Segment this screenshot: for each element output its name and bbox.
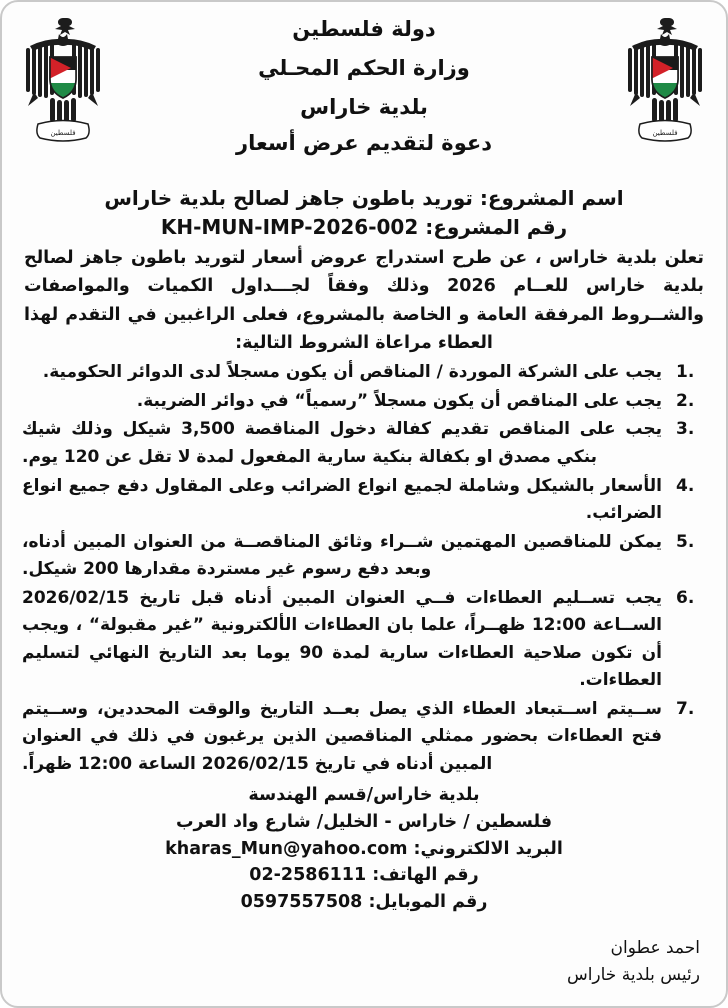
condition-text: الأسعار بالشيكل وشاملة لجميع انواع الضرائب وعلى المقاول دفع جميع انواع الضرائب. <box>22 475 662 524</box>
emblem-left <box>20 12 106 162</box>
conditions-list <box>22 359 706 778</box>
contact-email-label: البريد الالكتروني: <box>413 838 563 859</box>
condition-text: ســيتم اســتبعاد العطاء الذي يصل بعــد التاريخ والوقت المحددين، وســيتم فتح العطاءات بحضور ممثلي المناقصين الذين يرغبون في ذلك في العنوان المبين أدناه في تاريخ 2026/02/15 الساعة 12:00 ظهراً. <box>22 698 662 774</box>
intro-paragraph: تعلن بلدية خاراس ، عن طرح استدراج عروض أسعار لتوريد باطون جاهز لصالح بلدية خاراس للعــام 2026 وذلك وفقاً لجـــداول الكميات والمواصفات والشــروط المرفقة العامة و الخاصة بالمشروع، فعلى الراغبين في التقدم لهذا العطاء مراعاة الشروط التالية: <box>24 248 704 354</box>
contact-phone-row <box>20 862 708 889</box>
project-name: اسم المشروع: توريد باطون جاهز لصالح بلدية خاراس <box>104 186 624 210</box>
condition-item <box>22 473 706 528</box>
contact-email-row <box>20 836 708 863</box>
condition-number: 3. <box>676 419 695 440</box>
signature-name: احمد عطوان <box>610 938 700 959</box>
condition-text: يجب على الشركة الموردة / المناقص أن يكون مسجلاً لدى الدوائر الحكومية. <box>42 362 662 383</box>
condition-text: يجب تســليم العطاءات فــي العنوان المبين أدناه قبل تاريخ 2026/02/15 الســاعة 12:00 ظهــراً، علما بان العطاءات الألكترونية ”غير مقبولة“ ، ويجب أن تكون صلاحية العطاءات سارية لمدة 90 يوما بعد التاريخ النهائي لتسليم العطاءات. <box>22 587 663 691</box>
contact-phone-label: رقم الهاتف: <box>372 865 479 886</box>
header-title-group <box>106 12 622 154</box>
condition-number: 4. <box>676 475 695 496</box>
condition-number: 1. <box>676 362 695 383</box>
condition-item <box>22 585 706 695</box>
condition-text: يجب على المناقص تقديم كفالة دخول المناقصة 3,500 شيكل وذلك شيك بنكي مصدق او بكفالة بنكية سارية المفعول لمدة لا تقل عن 120 يوم. <box>22 419 662 467</box>
project-title-block <box>20 186 708 240</box>
header-line-ministry: وزارة الحكم المحـلي <box>258 56 470 81</box>
contact-office: بلدية خاراس/قسم الهندسة <box>248 785 480 806</box>
project-number-label: رقم المشروع: <box>425 215 568 239</box>
condition-text: يمكن للمناقصين المهتمين شــراء وثائق المناقصــة من العنوان المبين أدناه، وبعد دفع رسوم غير مستردة مقدارها 200 شيكل. <box>22 531 662 580</box>
condition-number: 2. <box>676 390 695 411</box>
project-number <box>20 215 708 240</box>
emblem-right <box>622 12 708 162</box>
condition-text: يجب على المناقص أن يكون مسجلاً ”رسمياً“ في دوائر الضريبة. <box>136 390 662 411</box>
contact-mobile-label: رقم الموبايل: <box>368 891 488 912</box>
contact-mobile-value[interactable]: 0597557508 <box>240 891 363 912</box>
condition-number: 5. <box>676 531 695 552</box>
svg-text:فلسطين: فلسطين <box>50 129 76 137</box>
header-line-municipality: بلدية خاراس <box>300 95 428 120</box>
header-line-invitation: دعوة لتقديم عرض أسعار <box>235 131 492 156</box>
contact-block <box>20 782 708 915</box>
condition-item <box>22 388 706 416</box>
contact-phone-value[interactable]: 02-2586111 <box>249 865 367 886</box>
condition-item <box>22 416 706 471</box>
signature-block <box>567 935 700 988</box>
condition-number: 6. <box>676 587 695 608</box>
svg-text:فلسطين: فلسطين <box>652 129 678 137</box>
condition-item <box>22 696 706 779</box>
project-number-value: KH-MUN-IMP-2026-002 <box>160 215 419 239</box>
condition-item <box>22 529 706 584</box>
document-header <box>20 12 708 180</box>
header-line-state: دولة فلسطين <box>292 17 436 41</box>
condition-number: 7. <box>676 698 695 719</box>
contact-address: فلسطين / خاراس - الخليل/ شارع واد العرب <box>175 811 553 832</box>
contact-email-value[interactable]: kharas_Mun@yahoo.com <box>165 838 408 859</box>
signature-title: رئيس بلدية خاراس <box>566 964 700 985</box>
contact-mobile-row <box>20 889 708 916</box>
condition-item <box>22 359 706 387</box>
